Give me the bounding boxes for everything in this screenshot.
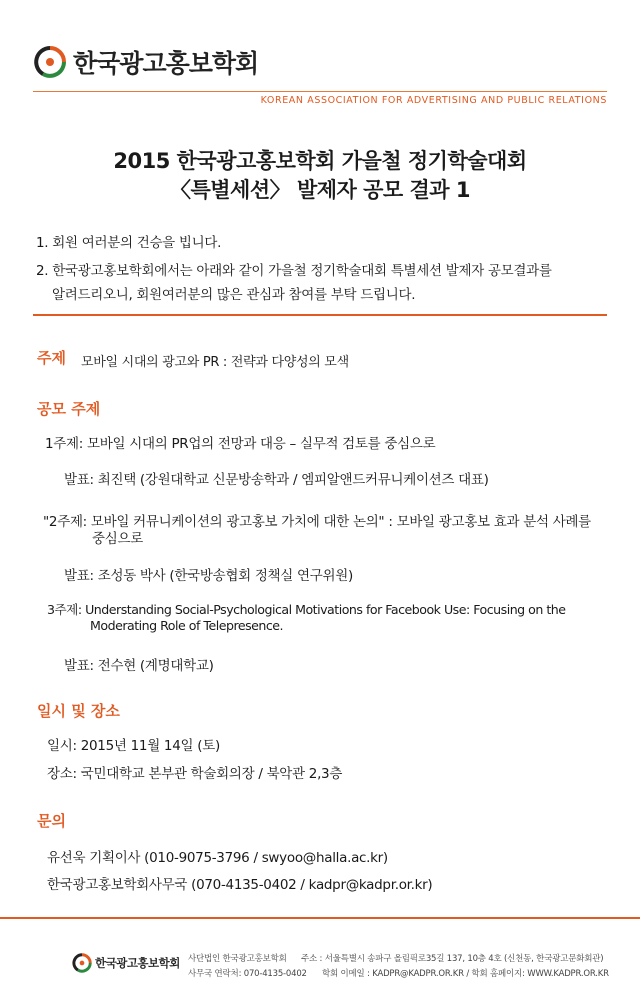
- footer-logo-text: 한국광고홍보학회: [95, 956, 180, 970]
- footer-emblem-icon: [72, 953, 92, 973]
- association-logo: [33, 44, 258, 80]
- topic-3-title-cont: Moderating Role of Telepresence.: [90, 618, 284, 633]
- topic-1-presenter: 발표: 최진택 (강원대학교 신문방송학과 / 엠피알앤드커뮤니케이션즈 대표): [64, 472, 489, 488]
- topic-1-title: 1주제: 모바일 시대의 PR업의 전망과 대응 – 실무적 검토를 중심으로: [45, 436, 436, 452]
- topic-2-title: "2주제: 모바일 커뮤니케이션의 광고홍보 가치에 대한 논의" : 모바일 광고홍보 효과 분석 사례를: [43, 514, 591, 530]
- contact-line-1: 유선욱 기획이사 (010-9075-3796 / swyoo@halla.ac.kr): [47, 850, 388, 866]
- footer-phone: 사무국 연락처: 070-4135-0402: [188, 969, 307, 979]
- footer-logo: [72, 953, 180, 973]
- english-name: KOREAN ASSOCIATION FOR ADVERTISING AND PUBLIC RELATIONS: [260, 95, 607, 106]
- footer-address: 주소 : 서울특별시 송파구 올림픽로35길 137, 10층 4호 (신천동, 한국광고문화회관): [301, 954, 604, 964]
- page-title: 2015 한국광고홍보학회 가을철 정기학술대회: [113, 149, 527, 173]
- footer-divider: [0, 917, 640, 919]
- call-heading: 공모 주제: [37, 400, 101, 418]
- schedule-heading: 일시 및 장소: [37, 702, 120, 720]
- topic-3-title: 3주제: Understanding Social-Psychological Motivations for Facebook Use: Focusing on the: [47, 602, 566, 617]
- association-emblem-icon: [33, 45, 67, 79]
- schedule-date: 일시: 2015년 11월 14일 (토): [47, 738, 220, 754]
- topic-3-presenter: 발표: 전수현 (계명대학교): [64, 658, 214, 674]
- theme-text: 모바일 시대의 광고와 PR : 전략과 다양성의 모색: [81, 355, 349, 370]
- footer-email-web: 학회 이메일 : KADPR@KADPR.OR.KR / 학회 홈페이지: WWW.KADPR.OR.KR: [322, 969, 609, 979]
- intro-line-1: 1. 회원 여러분의 건승을 빕니다.: [36, 235, 222, 251]
- header-divider: [33, 91, 607, 92]
- intro-line-2: 2. 한국광고홍보학회에서는 아래와 같이 가을철 정기학술대회 특별세션 발제자 공모결과를: [36, 263, 552, 279]
- footer-org: 사단법인 한국광고홍보학회: [188, 954, 287, 964]
- page-subtitle: 〈특별세션〉 발제자 공모 결과 1: [169, 178, 470, 202]
- contact-line-2: 한국광고홍보학회사무국 (070-4135-0402 / kadpr@kadpr.or.kr): [47, 877, 433, 893]
- intro-divider: [33, 314, 607, 316]
- contact-heading: 문의: [37, 812, 66, 830]
- topic-2-presenter: 발표: 조성동 박사 (한국방송협회 정책실 연구위원): [64, 568, 353, 584]
- logo-text: 한국광고홍보학회: [73, 49, 259, 78]
- theme-heading: 주제: [37, 349, 66, 367]
- intro-line-3: 알려드리오니, 회원여러분의 많은 관심과 참여를 부탁 드립니다.: [52, 287, 416, 303]
- schedule-place: 장소: 국민대학교 본부관 학술회의장 / 북악관 2,3층: [47, 766, 343, 782]
- topic-2-title-cont: 중심으로: [92, 531, 143, 547]
